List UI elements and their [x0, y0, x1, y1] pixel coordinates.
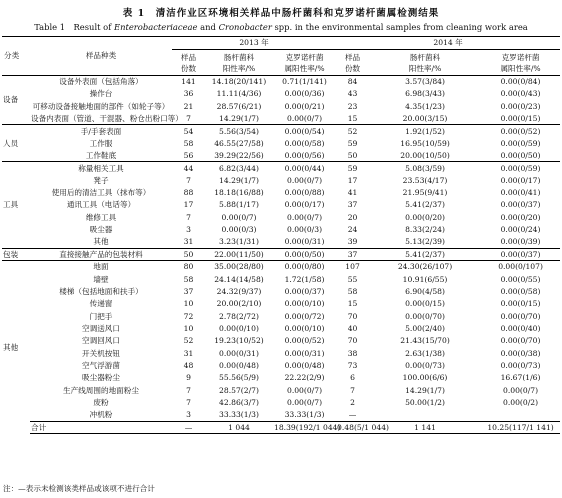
sample-count-2013-cell: 9	[186, 373, 191, 383]
crono-rate-2013-cell: 33.33(1/3)	[284, 410, 325, 420]
crono-rate-2014-cell: 0.00(0/40)	[500, 323, 541, 333]
crono-rate-2013-cell: 0.00(0/50)	[273, 248, 336, 261]
sample-count-2013-cell: 31	[183, 237, 194, 247]
sample-count-2013-cell: 7	[186, 175, 191, 185]
entero-rate-2014-cell: 21.95(9/41)	[402, 188, 448, 198]
entero-rate-2013-cell: 28.57(2/7)	[219, 385, 259, 395]
crono-rate-2013-cell: 0.00(0/36)	[284, 89, 325, 99]
sample-count-2014-cell: 55	[347, 274, 358, 284]
entero-rate-2013-cell: 14.29(1/7)	[219, 113, 259, 123]
sample-count-2013-cell: 50	[172, 248, 205, 261]
crono-rate-2014-cell: 0.00(0/7)	[503, 385, 539, 395]
sample-count-2014-cell: 59	[347, 138, 358, 148]
entero-rate-2014-cell: 0.00(0/15)	[405, 299, 445, 309]
table-footnote: 注：—表示未检测该类样品或该项不进行合计	[3, 484, 155, 493]
crono-rate-2014-cell: 0.00(0/38)	[500, 348, 541, 358]
sample-count-2013-cell: 3	[186, 225, 191, 235]
crono-rate-2013-cell: 0.00(0/7)	[286, 212, 323, 222]
sample-count-2014-cell: 40	[347, 323, 358, 333]
total-entero-rate-2013-cell: 18.39(192/1 044)	[274, 422, 341, 432]
sample-count-2014-cell: 37	[347, 200, 358, 210]
crono-rate-2014-cell: 0.00(0/15)	[500, 299, 541, 309]
sample-type-cell: 生产线周围的地面粉尘	[63, 385, 139, 395]
table-caption-zh: 表 1 清洁作业区环境相关样品中肠杆菌科和克罗诺杆菌属检测结果	[122, 8, 440, 19]
sample-type-cell: 使用后的清洁工具（抹布等）	[51, 188, 151, 198]
table-row	[2, 88, 560, 100]
sample-type-cell: 空气浮游菌	[82, 360, 120, 370]
crono-rate-2014-cell: 0.00(0/41)	[500, 188, 541, 198]
sample-count-2014-cell: 107	[336, 261, 369, 273]
table-row	[2, 174, 560, 186]
sample-count-2014-cell: 17	[347, 175, 358, 185]
entero-rate-2014-cell: 5.41(2/37)	[369, 248, 481, 261]
header-crono-rate-2014: 克罗诺杆菌 属阳性率/%	[500, 52, 541, 73]
category-cell: 包装	[2, 248, 30, 261]
header-entero-rate-2013: 肠杆菌科 阳性率/%	[222, 52, 256, 73]
crono-rate-2014-cell: 0.00(0/43)	[500, 89, 541, 99]
crono-rate-2014-cell: 0.00(0/52)	[481, 125, 560, 137]
crono-rate-2014-cell: 0.00(0/17)	[500, 175, 541, 185]
table-row	[2, 261, 560, 273]
total-sample-count-2013-cell: 1 044	[205, 421, 273, 434]
sample-count-2013-cell: 44	[172, 162, 205, 174]
entero-rate-2014-cell: 20.00(10/50)	[400, 150, 450, 160]
sample-count-2014-cell: 84	[347, 77, 358, 87]
table-row	[2, 384, 560, 396]
sample-type-cell: 地面	[30, 261, 172, 273]
table-row	[2, 224, 560, 236]
crono-rate-2014-cell: 0.00(0/55)	[500, 274, 541, 284]
sample-type-cell: 门把手	[89, 311, 113, 321]
entero-rate-2014-cell: 5.13(2/39)	[405, 237, 445, 247]
sample-count-2014-cell: 52	[336, 125, 369, 137]
crono-rate-2013-cell: 0.00(0/10)	[284, 323, 325, 333]
crono-rate-2014-cell: 0.00(0/59)	[481, 162, 560, 174]
entero-rate-2013-cell: 24.14(14/58)	[214, 274, 264, 284]
header-item: 样品种类	[30, 37, 172, 76]
sample-type-cell: 空调回风口	[82, 336, 120, 346]
entero-rate-2013-cell: 5.88(1/17)	[219, 200, 259, 210]
category-cell: 设备	[3, 95, 19, 105]
sample-count-2014-cell: 20	[347, 212, 358, 222]
sample-count-2014-cell: 58	[347, 286, 358, 296]
sample-count-2013-cell: 56	[183, 150, 194, 160]
crono-rate-2014-cell: 0.00(0/58)	[500, 286, 541, 296]
header-year-2013: 2013 年	[172, 37, 336, 50]
crono-rate-2013-cell: 0.00(0/3)	[286, 225, 323, 235]
sample-count-2013-cell: 7	[186, 212, 191, 222]
sample-count-2014-cell: 23	[347, 101, 358, 111]
entero-rate-2013-cell: 55.56(5/9)	[219, 373, 259, 383]
table-row	[2, 323, 560, 335]
sample-count-2014-cell: 24	[347, 225, 358, 235]
table-row	[2, 273, 560, 285]
entero-rate-2013-cell: 19.23(10/52)	[214, 336, 264, 346]
results-table	[2, 36, 560, 434]
table-row	[2, 150, 560, 162]
crono-rate-2014-cell: 0.00(0/24)	[500, 225, 541, 235]
sample-count-2013-cell: 10	[183, 299, 194, 309]
crono-rate-2013-cell: 0.00(0/56)	[284, 150, 325, 160]
entero-rate-2014-cell: 100.00(6/6)	[402, 373, 448, 383]
entero-rate-2013-cell: 46.55(27/58)	[214, 138, 264, 148]
sample-type-cell: 可移动设备接触地面的部件（如轮子等）	[32, 101, 170, 111]
entero-rate-2013-cell: 39.29(22/56)	[214, 150, 264, 160]
total-entero-rate-2014-cell: 10.25(117/1 141)	[481, 421, 560, 434]
entero-rate-2013-cell: 0.00(0/7)	[221, 212, 257, 222]
entero-rate-2014-cell: 0.00(0/20)	[405, 212, 445, 222]
entero-rate-2013-cell: 0.00(0/31)	[219, 348, 259, 358]
sample-type-cell: 开关机按钮	[82, 348, 120, 358]
sample-count-2013-cell: 58	[183, 138, 194, 148]
header-sample-count-2013: 样品 份数	[180, 52, 197, 73]
sample-type-cell: 设备外表面（包括角落）	[59, 77, 143, 87]
sample-type-cell: 称量相关工具	[30, 162, 172, 174]
sample-type-cell: 工作服	[89, 138, 113, 148]
entero-rate-2013-cell: 24.32(9/37)	[216, 286, 262, 296]
table-row	[2, 372, 560, 384]
entero-rate-2014-cell: 24.30(26/107)	[369, 261, 481, 273]
table-row	[2, 298, 560, 310]
table-row	[2, 236, 560, 248]
sample-type-cell: 通讯工具（电话等）	[66, 200, 136, 210]
entero-rate-2013-cell: 0.00(0/48)	[219, 360, 259, 370]
crono-rate-2013-cell: 0.00(0/88)	[284, 188, 325, 198]
entero-rate-2014-cell: 0.00(0/70)	[405, 311, 445, 321]
table-row	[2, 211, 560, 223]
sample-type-cell: 吸尘器	[89, 225, 113, 235]
table-row	[2, 360, 560, 372]
crono-rate-2014-cell: 0.00(0/23)	[500, 101, 541, 111]
entero-rate-2014-cell: 2.63(1/38)	[405, 348, 445, 358]
total-crono-rate-2013-cell: 0.48(5/1 044)	[337, 422, 389, 432]
sample-count-2013-cell: 80	[172, 261, 205, 273]
sample-count-2013-cell: 54	[172, 125, 205, 137]
table-row	[2, 113, 560, 125]
results-table-body	[2, 76, 560, 434]
entero-rate-2014-cell	[369, 409, 481, 421]
sample-count-2013-cell: 36	[183, 89, 194, 99]
crono-rate-2013-cell: 0.00(0/21)	[284, 101, 325, 111]
header-year-2014: 2014 年	[336, 37, 560, 50]
table-row	[2, 187, 560, 199]
sample-count-2014-cell: 38	[347, 348, 358, 358]
crono-rate-2014-cell: 0.00(0/73)	[500, 360, 541, 370]
sample-count-2014-cell: 2	[350, 398, 355, 408]
sample-count-2013-cell: 72	[183, 311, 194, 321]
crono-rate-2013-cell: 0.00(0/54)	[273, 125, 336, 137]
category-cell: 人员	[2, 125, 30, 162]
header-category: 分类	[2, 37, 30, 76]
entero-rate-2014-cell: 21.43(15/70)	[400, 336, 450, 346]
entero-rate-2014-cell: 8.33(2/24)	[405, 225, 445, 235]
crono-rate-2013-cell: 0.00(0/58)	[284, 138, 325, 148]
table-row	[2, 310, 560, 322]
crono-rate-2013-cell: 0.00(0/31)	[284, 348, 325, 358]
crono-rate-2014-cell: 0.00(0/70)	[500, 336, 541, 346]
crono-rate-2014-cell	[481, 409, 560, 421]
crono-rate-2013-cell: 0.00(0/72)	[284, 311, 325, 321]
entero-rate-2014-cell: 20.00(3/15)	[402, 113, 448, 123]
entero-rate-2014-cell: 16.95(10/59)	[400, 138, 450, 148]
sample-type-cell: 凳子	[93, 175, 109, 185]
sample-type-cell: 传递窗	[89, 299, 113, 309]
crono-rate-2013-cell: 0.00(0/52)	[284, 336, 325, 346]
table-row	[2, 76, 560, 88]
entero-rate-2014-cell: 4.35(1/23)	[405, 101, 445, 111]
sample-type-cell: 废粉	[93, 398, 109, 408]
header-entero-rate-2014: 肠杆菌科 阳性率/%	[408, 52, 442, 73]
sample-type-cell: 吸尘器粉尘	[82, 373, 120, 383]
total-label: 合计	[30, 421, 172, 434]
crono-rate-2014-cell: 0.00(0/37)	[500, 200, 541, 210]
entero-rate-2013-cell: 2.78(2/72)	[219, 311, 259, 321]
entero-rate-2014-cell: 10.91(6/55)	[402, 274, 448, 284]
crono-rate-2013-cell: 0.00(0/37)	[284, 286, 325, 296]
sample-type-cell: 操作台	[89, 89, 113, 99]
sample-count-2014-cell: —	[348, 410, 357, 420]
sample-count-2013-cell: 21	[183, 101, 194, 111]
crono-rate-2013-cell: 0.00(0/80)	[273, 261, 336, 273]
table-row	[2, 397, 560, 409]
entero-rate-2014-cell: 5.00(2/40)	[405, 323, 445, 333]
crono-rate-2014-cell: 0.00(0/107)	[481, 261, 560, 273]
table-row	[2, 335, 560, 347]
crono-rate-2014-cell: 0.00(0/15)	[500, 113, 541, 123]
entero-rate-2013-cell: 6.82(3/44)	[205, 162, 273, 174]
table-row	[2, 409, 560, 421]
crono-rate-2013-cell: 0.00(0/7)	[286, 385, 323, 395]
entero-rate-2013-cell: 5.56(3/54)	[205, 125, 273, 137]
table-row	[2, 100, 560, 112]
entero-rate-2014-cell: 1.92(1/52)	[369, 125, 481, 137]
entero-rate-2013-cell: 11.11(4/36)	[216, 89, 262, 99]
entero-rate-2013-cell: 14.18(20/141)	[211, 77, 267, 87]
sample-count-2013-cell: 3	[186, 410, 191, 420]
entero-rate-2013-cell: 35.00(28/80)	[205, 261, 273, 273]
sample-type-cell: 手/手套表面	[30, 125, 172, 137]
sample-count-2014-cell: 50	[347, 150, 358, 160]
entero-rate-2013-cell: 14.29(1/7)	[219, 175, 259, 185]
entero-rate-2013-cell: 42.86(3/7)	[219, 398, 259, 408]
sample-type-cell: 工作鞋底	[85, 150, 117, 160]
sample-count-2014-cell: 59	[336, 162, 369, 174]
table-row	[2, 199, 560, 211]
sample-count-2014-cell: 70	[347, 336, 358, 346]
crono-rate-2013-cell: 0.00(0/7)	[286, 398, 323, 408]
entero-rate-2014-cell: 14.29(1/7)	[405, 385, 445, 395]
total-row	[2, 421, 560, 434]
entero-rate-2014-cell: 5.08(3/59)	[369, 162, 481, 174]
entero-rate-2013-cell: 0.00(0/3)	[221, 225, 257, 235]
sample-count-2013-cell: 52	[183, 336, 194, 346]
sample-count-2013-cell: 7	[186, 398, 191, 408]
sample-count-2013-cell: 7	[186, 113, 191, 123]
crono-rate-2014-cell: 0.00(0/20)	[500, 212, 541, 222]
crono-rate-2014-cell: 0.00(0/84)	[500, 77, 541, 87]
sample-type-cell: 直接接触产品的包装材料	[30, 248, 172, 261]
table-row	[2, 125, 560, 137]
entero-rate-2013-cell: 20.00(2/10)	[216, 299, 262, 309]
sample-type-cell: 维修工具	[85, 212, 117, 222]
sample-count-2014-cell: 41	[347, 188, 358, 198]
crono-rate-2014-cell: 0.00(0/70)	[500, 311, 541, 321]
sample-type-cell: 其他	[93, 237, 109, 247]
crono-rate-2013-cell: 0.00(0/10)	[284, 299, 325, 309]
category-cell: 工具	[2, 162, 30, 248]
entero-rate-2014-cell: 6.90(4/58)	[405, 286, 445, 296]
table-row	[2, 286, 560, 298]
sample-count-2014-cell: 15	[347, 299, 358, 309]
crono-rate-2014-cell: 0.00(0/39)	[500, 237, 541, 247]
crono-rate-2014-cell: 0.00(0/59)	[500, 138, 541, 148]
entero-rate-2014-cell: 5.41(2/37)	[405, 200, 445, 210]
sample-count-2014-cell: 70	[347, 311, 358, 321]
sample-type-cell: 墙壁	[93, 274, 109, 284]
entero-rate-2013-cell: 28.57(6/21)	[216, 101, 262, 111]
sample-type-cell: 设备内表面（管道、干混器、粉仓出粉口等）	[31, 113, 183, 123]
entero-rate-2014-cell: 50.00(1/2)	[405, 398, 445, 408]
crono-rate-2013-cell: 0.00(0/7)	[286, 113, 323, 123]
total-item-cell: —	[172, 421, 205, 434]
crono-rate-2013-cell: 0.00(0/48)	[284, 360, 325, 370]
sample-count-2013-cell: 141	[181, 77, 196, 87]
crono-rate-2014-cell: 16.67(1/6)	[500, 373, 541, 383]
crono-rate-2013-cell: 0.00(0/31)	[284, 237, 325, 247]
sample-type-cell: 楼梯（包括地面和扶手）	[59, 286, 143, 296]
crono-rate-2013-cell: 0.71(1/141)	[282, 77, 327, 87]
crono-rate-2013-cell: 1.72(1/58)	[284, 274, 325, 284]
sample-count-2013-cell: 7	[186, 385, 191, 395]
sample-count-2013-cell: 37	[183, 286, 194, 296]
sample-count-2013-cell: 31	[183, 348, 194, 358]
crono-rate-2013-cell: 0.00(0/7)	[286, 175, 323, 185]
entero-rate-2014-cell: 3.57(3/84)	[405, 77, 445, 87]
sample-count-2013-cell: 58	[183, 274, 194, 284]
sample-type-cell: 冲机粉	[89, 410, 113, 420]
sample-count-2013-cell: 88	[183, 188, 194, 198]
sample-count-2014-cell: 15	[347, 113, 358, 123]
category-cell: 其他	[2, 261, 30, 434]
table-row	[2, 248, 560, 261]
table-row	[2, 162, 560, 174]
sample-count-2014-cell: 43	[347, 89, 358, 99]
entero-rate-2014-cell: 23.53(4/17)	[402, 175, 448, 185]
crono-rate-2013-cell: 0.00(0/44)	[273, 162, 336, 174]
sample-count-2014-cell: 37	[336, 248, 369, 261]
header-crono-rate-2013: 克罗诺杆菌 属阳性率/%	[284, 52, 325, 73]
sample-type-cell: 空调送风口	[82, 323, 120, 333]
sample-count-2014-cell: 7	[350, 385, 355, 395]
crono-rate-2014-cell: 0.00(0/37)	[481, 248, 560, 261]
entero-rate-2014-cell: 6.98(3/43)	[405, 89, 445, 99]
entero-rate-2013-cell: 22.00(11/50)	[205, 248, 273, 261]
table-caption-en: Table 1 Result of Enterobacteriaceae and Cronobacter spp. in the environmental samples from cleaning work area	[34, 22, 528, 32]
crono-rate-2013-cell: 22.22(2/9)	[284, 373, 325, 383]
sample-count-2014-cell: 39	[347, 237, 358, 247]
entero-rate-2013-cell: 0.00(0/10)	[219, 323, 259, 333]
table-row	[2, 347, 560, 359]
entero-rate-2013-cell: 33.33(1/3)	[219, 410, 259, 420]
total-sample-count-2014-cell: 1 141	[369, 421, 481, 434]
sample-count-2014-cell: 6	[350, 373, 355, 383]
crono-rate-2013-cell: 0.00(0/17)	[284, 200, 325, 210]
sample-count-2013-cell: 10	[183, 323, 194, 333]
entero-rate-2013-cell: 3.23(1/31)	[219, 237, 259, 247]
crono-rate-2014-cell: 0.00(0/50)	[500, 150, 541, 160]
sample-count-2013-cell: 48	[183, 360, 194, 370]
entero-rate-2014-cell: 0.00(0/73)	[405, 360, 445, 370]
sample-count-2014-cell: 73	[347, 360, 358, 370]
sample-count-2013-cell: 17	[183, 200, 194, 210]
crono-rate-2014-cell: 0.00(0/2)	[503, 398, 539, 408]
table-row	[2, 137, 560, 149]
header-sample-count-2014: 样品 份数	[344, 52, 361, 73]
entero-rate-2013-cell: 18.18(16/88)	[214, 188, 264, 198]
